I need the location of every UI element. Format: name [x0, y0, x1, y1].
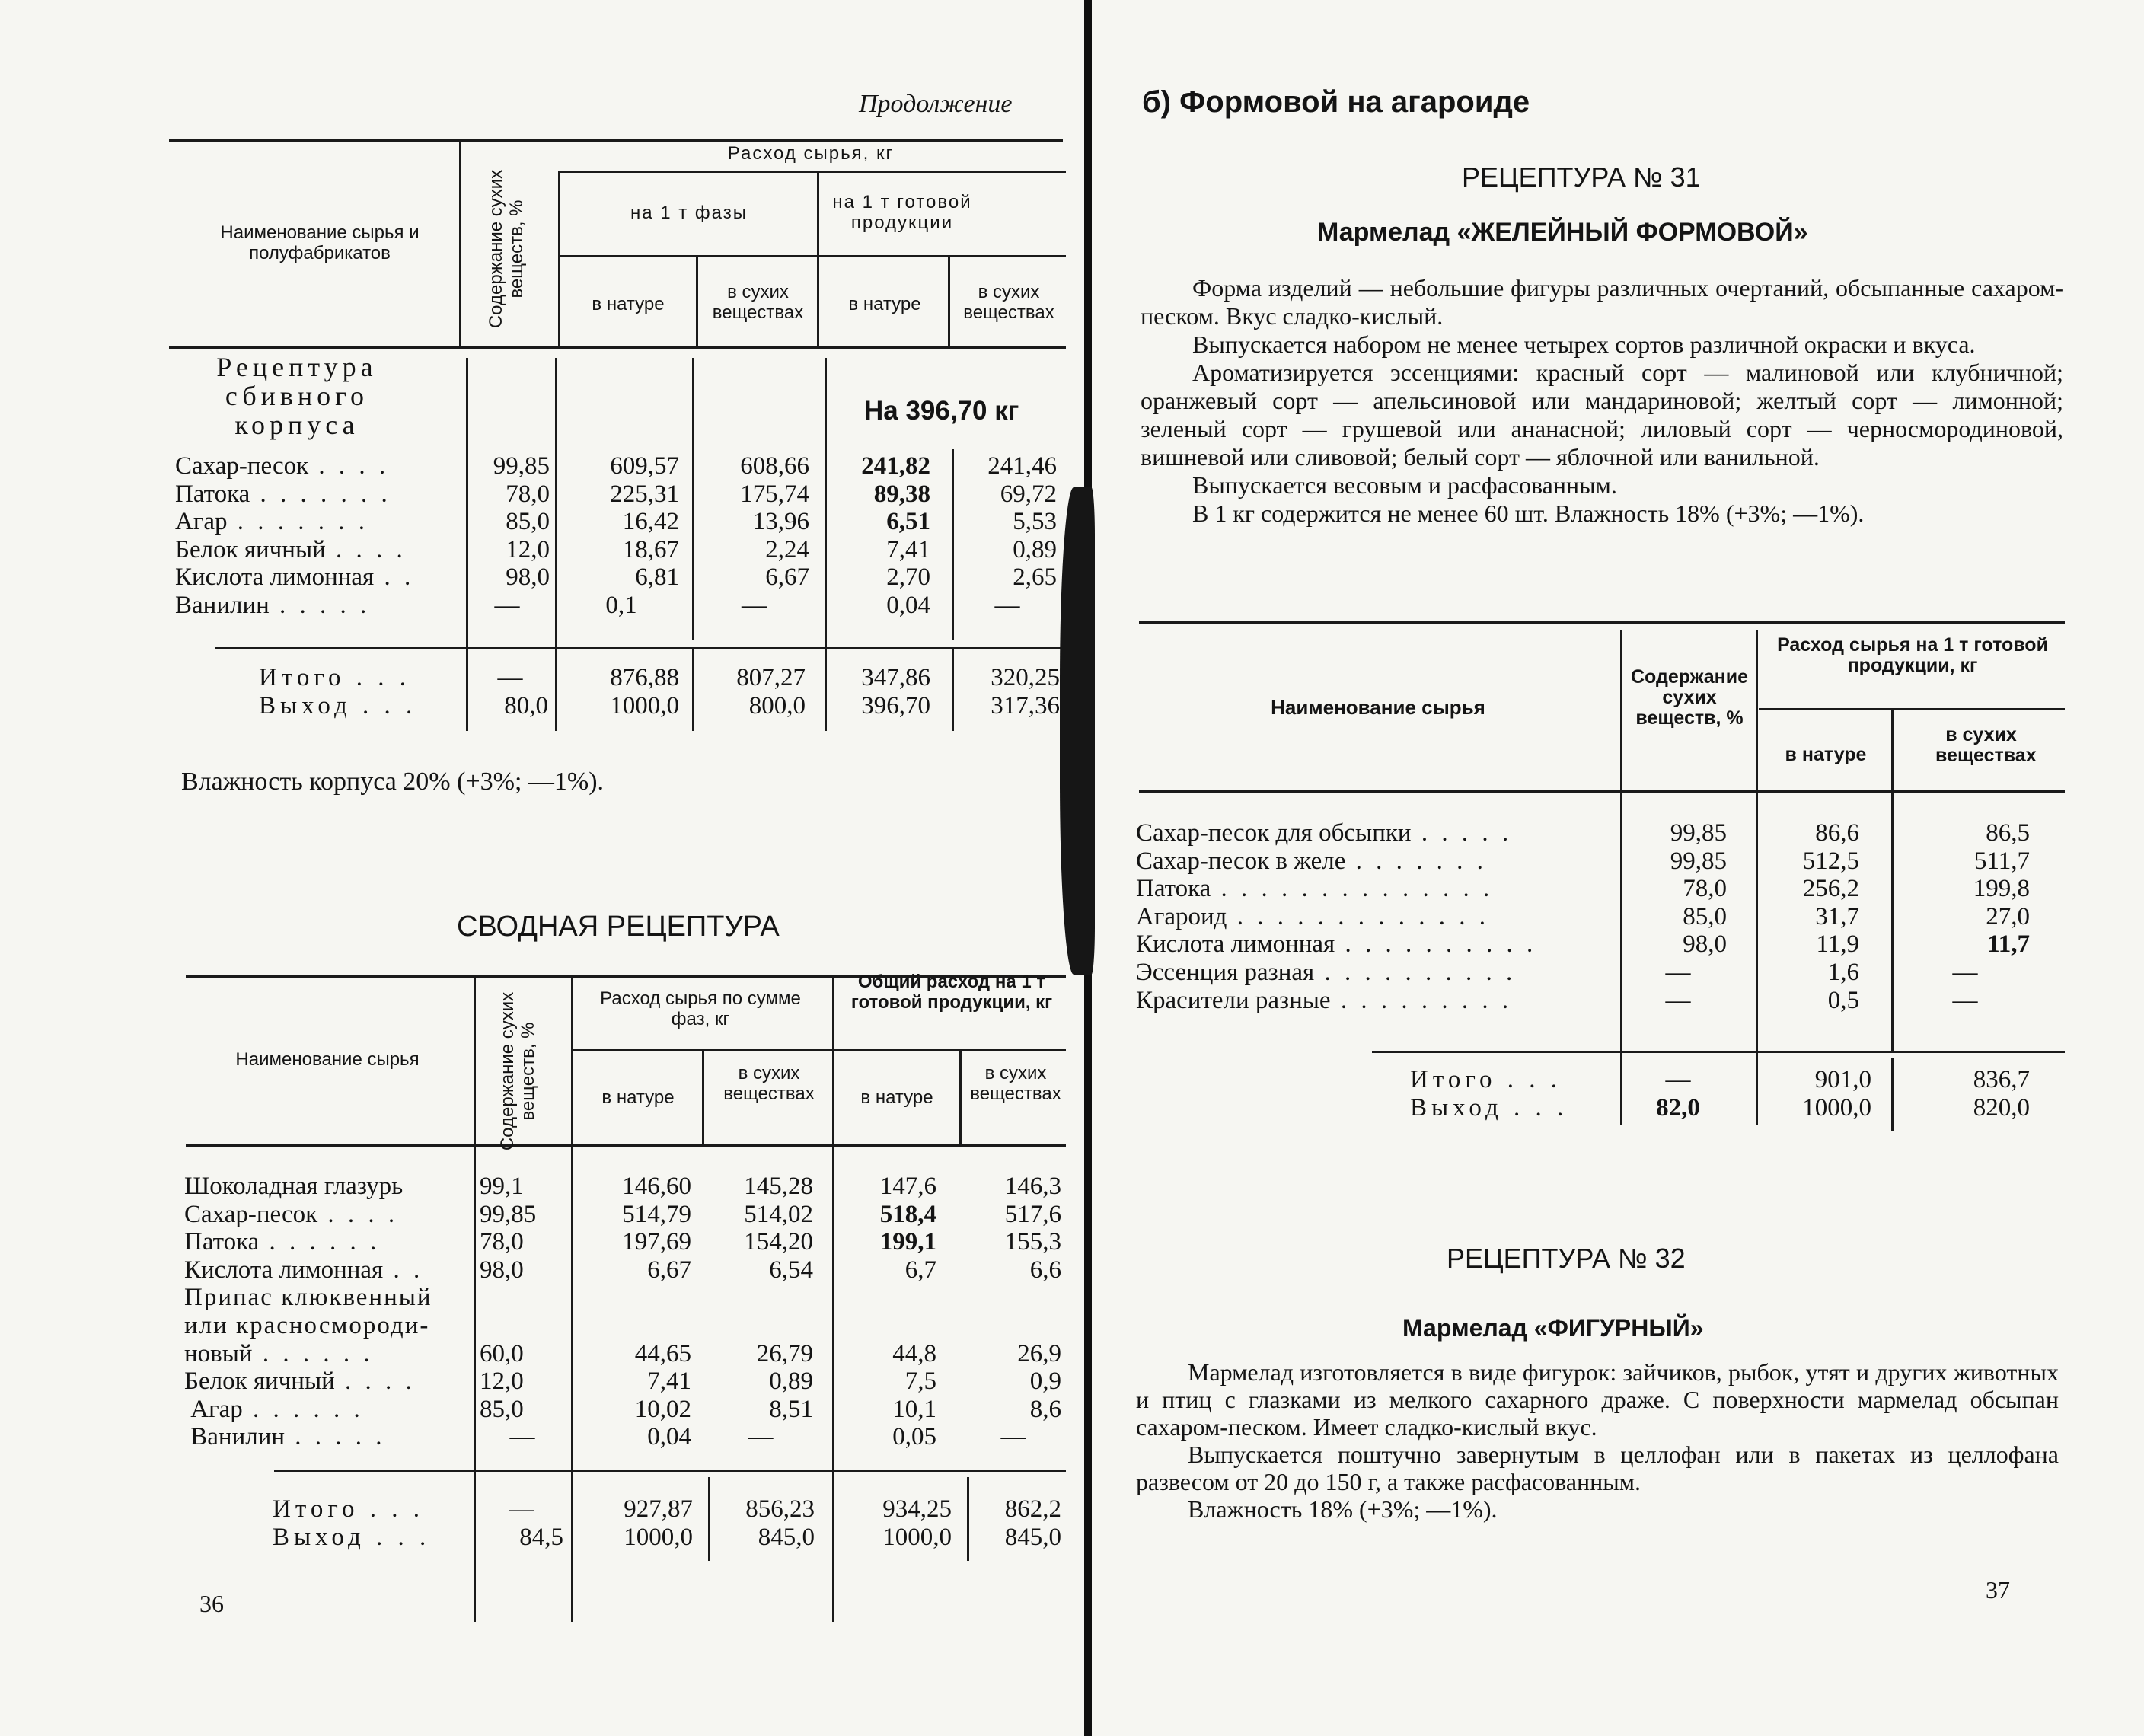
t2-cell: 934,25	[882, 1495, 952, 1523]
continuation-label: Продолжение	[859, 90, 1013, 118]
t2-cell	[577, 1284, 691, 1312]
t2-cell: 26,79	[756, 1339, 813, 1367]
r31-cell: 98,0	[1683, 930, 1727, 959]
r31-cell: 31,7	[1815, 902, 1859, 930]
t1-cell: 241,82	[861, 452, 930, 480]
t2-row-name: Шоколадная глазурь	[184, 1173, 404, 1200]
t2-row-name: новый . . . . . .	[184, 1339, 374, 1367]
t1-header-product-nature: в натуре	[848, 294, 921, 314]
t1-section-note: На 396,70 кг	[864, 396, 1019, 426]
t2-cell: 8,6	[1029, 1395, 1061, 1423]
t2-cell: 10,02	[634, 1395, 691, 1423]
right-page	[1096, 0, 2144, 1736]
t1-cell: —	[742, 591, 767, 619]
ink-blot	[1060, 487, 1095, 975]
recipe31-name: Мармелад «ЖЕЛЕЙНЫЙ ФОРМОВОЙ»	[1317, 218, 1808, 247]
t2-totals-dry	[480, 1495, 563, 1551]
t2-cell: 44,8	[892, 1339, 936, 1367]
r31-totals-dry	[1629, 1066, 1727, 1122]
t1-header-phase: на 1 т фазы	[630, 203, 748, 223]
t1-cell: 2,24	[765, 535, 809, 563]
t2-total-name: Итого . . .	[273, 1495, 425, 1523]
t2-cell: 514,79	[622, 1200, 691, 1228]
r31-cell: 836,7	[1973, 1066, 2030, 1093]
t2-cell: 98,0	[480, 1256, 524, 1284]
r31-cell: 85,0	[1683, 902, 1727, 930]
t2-cell: 145,28	[744, 1173, 813, 1200]
r31-cell: 99,85	[1670, 819, 1727, 847]
r31-cell: 99,85	[1670, 847, 1727, 875]
t2-cell: 10,1	[892, 1395, 936, 1423]
t2-cell: 197,69	[622, 1228, 691, 1256]
t1-header-product-dry: в сухих веществах	[963, 282, 1054, 323]
t1-cell: 18,67	[622, 535, 679, 563]
t1-cell: 800,0	[748, 691, 806, 720]
t1-header-name: Наименование сырья и полуфабрикатов	[220, 222, 420, 263]
r31-total-name: Итого . . .	[1410, 1066, 1562, 1093]
t2-cell: 44,65	[634, 1339, 691, 1367]
t2-total-dry-column	[965, 1173, 1061, 1451]
r31-cell: 11,7	[1987, 930, 2030, 959]
t1-cell: 347,86	[861, 664, 930, 691]
t2-row-name: Припас клюквенный	[184, 1284, 432, 1312]
r31-cell: —	[1952, 958, 1978, 986]
t2-cell: 6,67	[647, 1256, 691, 1284]
r31-row-name: Сахар-песок в желе . . . . . . .	[1136, 847, 1487, 875]
t2-header-phases-nature: в натуре	[601, 1087, 675, 1108]
t1-cell: —	[494, 591, 520, 619]
t2-cell	[480, 1284, 565, 1312]
t2-header-phases-dry: в сухих веществах	[723, 1063, 815, 1104]
t1-row-name: Агар . . . . . . .	[175, 508, 369, 536]
r31-cell: —	[1665, 958, 1691, 986]
recipe31-paragraph: Выпускается набором не менее четырех сортов различной окраски и вкуса.	[1192, 330, 1976, 358]
t2-cell	[965, 1312, 1061, 1340]
t1-section-title: Рецептура сбивного корпуса	[216, 352, 378, 440]
t2-cell: —	[748, 1423, 774, 1451]
t1-cell: 98,0	[506, 563, 550, 592]
t2-row-name: Сахар-песок . . . .	[184, 1200, 399, 1228]
t1-row-name: Кислота лимонная . .	[175, 563, 415, 592]
t2-cell: 84,5	[519, 1523, 563, 1551]
r31-header-drymatter: в сухих веществах	[1935, 724, 2037, 766]
t2-cell: —	[1000, 1423, 1026, 1451]
r31-cell: 0,5	[1827, 986, 1859, 1014]
r31-cell: 256,2	[1802, 875, 1859, 903]
t2-cell: —	[509, 1423, 535, 1451]
t2-cell: 0,89	[769, 1367, 813, 1396]
recipe31-table	[1096, 0, 2144, 1188]
t2-cell: 6,7	[904, 1256, 936, 1284]
t2-cell: 845,0	[1004, 1523, 1061, 1551]
t2-cell: 99,1	[480, 1173, 524, 1200]
recipe32-paragraph: Влажность 18% (+3%; —1%).	[1188, 1495, 1498, 1523]
t2-row-name: Белок яичный . . . .	[184, 1367, 416, 1396]
t2-cell: 845,0	[758, 1523, 815, 1551]
t2-cell: 146,3	[1004, 1173, 1061, 1200]
t2-dry-column	[480, 1173, 565, 1451]
t2-cell: 0,9	[1029, 1367, 1061, 1396]
t1-cell: —	[497, 664, 523, 691]
recipe31-paragraph: Ароматизируется эссенциями: красный сорт — малиновой или клубничной; оранжевый сорт — апельсиновой или мандариновой; желтый сорт — лимонной; зеленый сорт — грушевой или ананасной; лиловый сорт — черносмородиновой, вишневой или сливовой; белый сорт — яблочной или ванильной.	[1141, 359, 2063, 471]
t2-row-name: или красносмороди-	[184, 1311, 430, 1339]
page-number-right: 37	[1986, 1576, 2010, 1604]
t1-cell: 16,42	[622, 508, 679, 536]
t1-cell: 1000,0	[610, 691, 679, 720]
r31-row-name: Эссенция разная . . . . . . . . . .	[1136, 958, 1517, 986]
t1-header-phase-nature: в натуре	[592, 294, 665, 314]
t2-cell: 856,23	[745, 1495, 815, 1523]
t2-cell: 7,5	[904, 1367, 936, 1396]
t2-cell: 1000,0	[882, 1523, 952, 1551]
t2-cell	[965, 1284, 1061, 1312]
recipe32-paragraph: Мармелад изготовляется в виде фигурок: зайчиков, рыбок, утят и других животных и птиц с глазками из мелкого сахарного драже. С поверхности мармелад обсыпан сахаром-песком. Имеет сладко-кислый вкус.	[1136, 1358, 2059, 1441]
t2-header-name: Наименование сырья	[235, 1049, 420, 1070]
r31-header-dry: Содержание сухих веществ, %	[1630, 666, 1749, 729]
t1-cell: 0,04	[886, 591, 930, 619]
t2-row-name: Агар . . . . . .	[190, 1395, 364, 1423]
r31-dry-column	[1629, 819, 1727, 1014]
t2-header-phases: Расход сырья по сумме фаз, кг	[600, 988, 801, 1029]
t2-cell: 0,04	[647, 1423, 691, 1451]
t1-total-name: Итого . . .	[259, 664, 411, 691]
r31-cell: 511,7	[1973, 847, 2030, 875]
section-heading: б) Формовой на агароиде	[1142, 85, 1530, 119]
recipe31-paragraph: Форма изделий — небольшие фигуры различных очертаний, обсыпанные сахаром-песком. Вкус сладко-кислый.	[1141, 274, 2063, 330]
recipe32-title: РЕЦЕПТУРА № 32	[1447, 1243, 1686, 1274]
r31-totals-drymatter	[1900, 1066, 2030, 1122]
r31-row-name: Красители разные . . . . . . . . .	[1136, 986, 1513, 1014]
t2-cell: 6,54	[769, 1256, 813, 1284]
t2-cell: 99,85	[480, 1200, 537, 1228]
t1-cell: 175,74	[740, 480, 809, 508]
t2-totals-phases-dry	[716, 1495, 815, 1551]
r31-cell: 82,0	[1656, 1093, 1700, 1122]
r31-drymatter-column	[1900, 819, 2030, 1014]
r31-header-nature: в натуре	[1785, 744, 1867, 765]
t2-cell	[838, 1312, 936, 1340]
t1-total-name: Выход . . .	[259, 691, 417, 720]
t1-cell: 13,96	[752, 508, 809, 536]
r31-cell: 86,6	[1815, 819, 1859, 847]
recipe31-paragraph: Выпускается весовым и расфасованным.	[1192, 471, 1617, 499]
t1-cell: 89,38	[873, 480, 930, 508]
summary-table	[0, 0, 1081, 1599]
r31-cell: 11,9	[1816, 930, 1859, 959]
r31-row-name: Агароид . . . . . . . . . . . . .	[1136, 902, 1489, 930]
t2-total-name: Выход . . .	[273, 1523, 431, 1551]
humidity-note: Влажность корпуса 20% (+3%; —1%).	[181, 767, 605, 796]
t2-cell: 26,9	[1017, 1339, 1061, 1367]
t2-cell	[480, 1312, 565, 1340]
t2-cell: 85,0	[480, 1395, 524, 1423]
r31-cell: 1,6	[1827, 958, 1859, 986]
t1-cell: 6,51	[886, 508, 930, 536]
r31-cell: 901,0	[1814, 1066, 1871, 1093]
t1-cell: 2,65	[1013, 563, 1057, 592]
t2-cell: 518,4	[879, 1200, 936, 1228]
t1-cell: 69,72	[1000, 480, 1057, 508]
r31-total-name: Выход . . .	[1410, 1093, 1568, 1122]
t2-cell: 7,41	[647, 1367, 691, 1396]
t1-row-name: Патока . . . . . . .	[175, 480, 391, 508]
t1-cell: 0,89	[1013, 535, 1057, 563]
r31-row-name: Патока . . . . . . . . . . . . . .	[1136, 875, 1494, 903]
t2-name-column	[184, 1173, 471, 1451]
t2-header-total: Общий расход на 1 т готовой продукции, кг	[850, 972, 1053, 1013]
t2-cell	[708, 1312, 813, 1340]
t2-totals-total-nature	[838, 1495, 952, 1551]
r31-cell: 1000,0	[1802, 1093, 1871, 1122]
r31-nature-column	[1766, 819, 1859, 1014]
t1-cell: 608,66	[740, 452, 809, 480]
t1-cell: 807,27	[736, 664, 806, 691]
t2-totals-names	[273, 1495, 472, 1551]
r31-header-usage: Расход сырья на 1 т готовой продукции, кг	[1777, 634, 2048, 676]
t2-cell	[838, 1284, 936, 1312]
summary-title: СВОДНАЯ РЕЦЕПТУРА	[457, 911, 780, 943]
t1-row-name: Ванилин . . . . .	[175, 591, 371, 619]
recipe32-paragraph: Выпускается поштучно завернутым в целлофан или в пакетах из целлофана развесом от 20 до 150 г, а также расфасованным.	[1136, 1441, 2059, 1495]
t2-cell: 155,3	[1004, 1228, 1061, 1256]
t2-row-name: Кислота лимонная . .	[184, 1256, 424, 1284]
t2-cell: 60,0	[480, 1339, 524, 1367]
r31-cell: 78,0	[1683, 875, 1727, 903]
t2-cell: 147,6	[879, 1173, 936, 1200]
t1-cell: 0,1	[605, 591, 637, 619]
t1-cell: 5,53	[1013, 508, 1057, 536]
r31-cell: 199,8	[1973, 875, 2030, 903]
t2-header-total-dry: в сухих веществах	[970, 1063, 1061, 1104]
t1-cell: 12,0	[506, 535, 550, 563]
t2-cell: 8,51	[769, 1395, 813, 1423]
t1-cell: 2,70	[886, 563, 930, 592]
t1-cell: 241,46	[987, 452, 1057, 480]
recipe31-title: РЕЦЕПТУРА № 31	[1462, 161, 1701, 193]
t2-phases-nature-column	[577, 1173, 691, 1451]
t2-cell	[708, 1284, 813, 1312]
t1-cell: 80,0	[504, 691, 548, 720]
r31-name-column	[1136, 819, 1620, 1014]
t1-cell: 78,0	[506, 480, 550, 508]
recipe32-name: Мармелад «ФИГУРНЫЙ»	[1402, 1314, 1704, 1342]
t1-header-dry: Содержание сухих веществ, %	[486, 169, 527, 329]
t2-header-total-nature: в натуре	[860, 1087, 933, 1108]
t2-totals-phases-nature	[577, 1495, 693, 1551]
t2-cell: 6,6	[1029, 1256, 1061, 1284]
t2-cell: 199,1	[879, 1228, 936, 1256]
t2-cell	[577, 1312, 691, 1340]
r31-totals-names	[1410, 1066, 1619, 1122]
r31-totals-nature	[1766, 1066, 1871, 1122]
r31-cell: 27,0	[1986, 902, 2030, 930]
t1-cell: 317,36	[991, 691, 1060, 720]
t2-row-name: Патока . . . . . .	[184, 1228, 381, 1256]
r31-cell: —	[1665, 986, 1691, 1014]
r31-row-name: Сахар-песок для обсыпки . . . . .	[1136, 819, 1513, 847]
t1-cell: 609,57	[610, 452, 679, 480]
t2-cell: 78,0	[480, 1228, 524, 1256]
t1-header-usage: Расход сырья, кг	[727, 143, 895, 164]
t2-cell: —	[509, 1495, 534, 1523]
t1-cell: 6,81	[635, 563, 679, 592]
t2-cell: 154,20	[744, 1228, 813, 1256]
r31-cell: —	[1665, 1066, 1691, 1093]
t2-cell: 0,05	[892, 1423, 936, 1451]
t1-cell: 876,88	[610, 664, 679, 691]
r31-cell: 512,5	[1802, 847, 1859, 875]
t2-total-nature-column	[838, 1173, 936, 1451]
t1-cell: 6,67	[765, 563, 809, 592]
t1-row-name: Сахар-песок . . . .	[175, 452, 390, 480]
t2-row-name: Ванилин . . . . .	[190, 1423, 386, 1451]
t1-cell: —	[994, 591, 1020, 619]
t1-cell: 320,25	[991, 664, 1060, 691]
t1-cell: 85,0	[506, 508, 550, 536]
t2-cell: 1000,0	[624, 1523, 693, 1551]
t2-phases-dry-column	[708, 1173, 813, 1451]
t1-cell: 225,31	[610, 480, 679, 508]
t2-cell: 862,2	[1004, 1495, 1061, 1523]
t1-header-product: на 1 т готовой продукции	[832, 192, 972, 233]
t1-cell: 396,70	[861, 691, 930, 720]
t1-cell: 99,85	[493, 452, 550, 480]
t2-header-dry: Содержание сухих веществ, %	[497, 991, 538, 1151]
t2-cell: 517,6	[1004, 1200, 1061, 1228]
r31-cell: —	[1952, 986, 1978, 1014]
r31-row-name: Кислота лимонная . . . . . . . . . .	[1136, 930, 1537, 959]
t2-cell: 514,02	[744, 1200, 813, 1228]
t1-cell: 7,41	[886, 535, 930, 563]
page-number-left: 36	[199, 1590, 224, 1617]
recipe32-description	[1136, 1358, 2059, 1523]
recipe31-paragraph: В 1 кг содержится не менее 60 шт. Влажность 18% (+3%; —1%).	[1192, 499, 1865, 527]
t1-header-phase-dry: в сухих веществах	[712, 282, 804, 323]
r31-cell: 86,5	[1986, 819, 2030, 847]
t1-row-name: Белок яичный . . . .	[175, 535, 407, 563]
t2-cell: 12,0	[480, 1367, 524, 1396]
r31-cell: 820,0	[1973, 1093, 2030, 1122]
t2-cell: 146,60	[622, 1173, 691, 1200]
r31-header-name: Наименование сырья	[1271, 696, 1485, 719]
t2-totals-total-dry	[973, 1495, 1061, 1551]
t2-cell: 927,87	[624, 1495, 693, 1523]
